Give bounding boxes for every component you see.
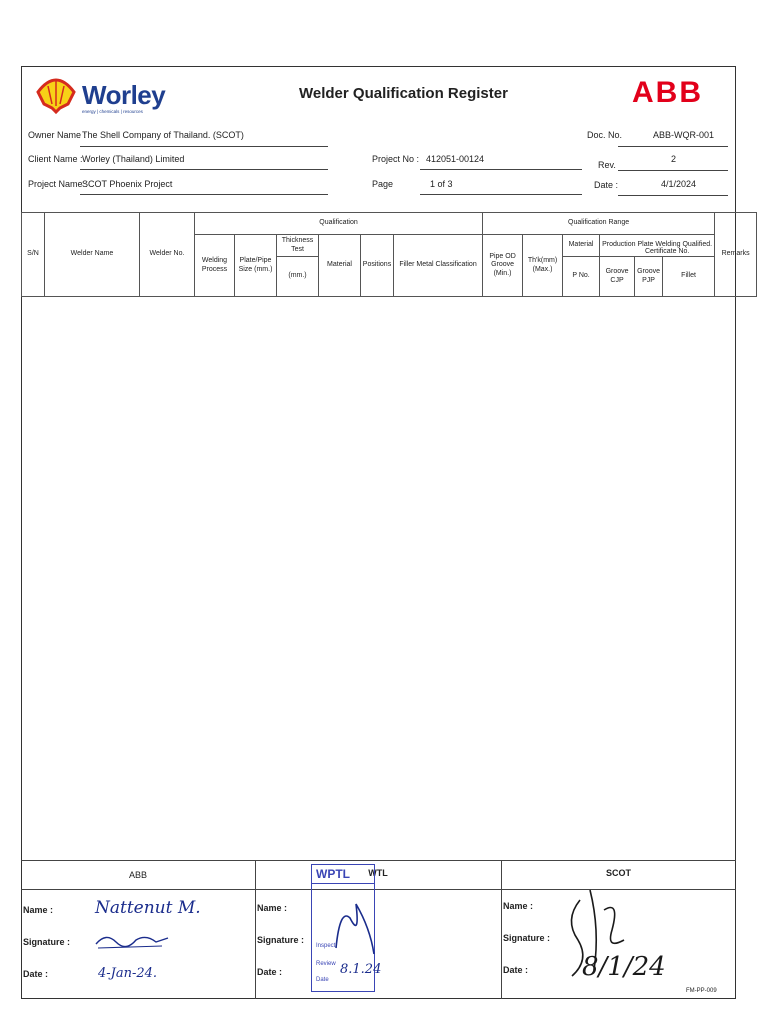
col-remarks: Remarks (715, 213, 757, 297)
wptl-stamp-title: WPTL (312, 865, 374, 884)
form-number: FM-PP-009 (686, 988, 717, 994)
date-value: 4/1/2024 (661, 179, 697, 189)
scot-signature-label: Signature : (503, 933, 551, 943)
col-sn: S/N (22, 213, 45, 297)
abb-signature (92, 928, 172, 957)
scot-name-label: Name : (503, 901, 534, 911)
wtl-signoff-header: WTL (368, 868, 388, 878)
col-welding-process: Welding Process (195, 235, 235, 297)
col-groove-cjp: Groove CJP (600, 257, 635, 297)
stamp-option-inspect: Inspect (316, 943, 336, 949)
page-title: Welder Qualification Register (299, 85, 508, 102)
worley-logo (82, 80, 165, 114)
worley-logo-text: Worley (82, 80, 166, 110)
col-material: Material (319, 235, 361, 297)
col-thk-max: Th'k(mm) (Max.) (523, 235, 563, 297)
abb-date-label: Date : (23, 969, 49, 979)
scot-date-label: Date : (503, 965, 529, 975)
abb-name-label: Name : (23, 905, 54, 915)
doc-no-value: ABB-WQR-001 (653, 130, 715, 140)
col-welder-no: Welder No. (140, 213, 195, 297)
col-filler: Filler Metal Classification (394, 235, 483, 297)
col-pno: P No. (563, 257, 600, 297)
owner-label: Owner Name : (28, 130, 87, 140)
wtl-name-label: Name : (257, 903, 288, 913)
col-thickness-unit: (mm.) (277, 257, 319, 297)
project-no-value: 412051-00124 (426, 154, 485, 164)
col-material-pno: Material (563, 235, 600, 257)
client-value: Worley (Thailand) Limited (82, 154, 185, 164)
worley-tagline: energy | chemicals | resources (82, 109, 143, 114)
col-plate-pipe: Plate/Pipe Size (mm.) (235, 235, 277, 297)
owner-value: The Shell Company of Thailand. (SCOT) (82, 130, 244, 140)
doc-no-label: Doc. No. (587, 130, 623, 140)
shell-logo (34, 72, 78, 116)
col-thickness: Thickness Test (277, 235, 319, 257)
col-production-plate: Production Plate Welding Qualified. (600, 235, 715, 257)
certificate-header: Certificate No. (645, 248, 690, 255)
rev-label: Rev. (598, 160, 616, 170)
client-label: Client Name : (28, 154, 83, 164)
page-value: 1 of 3 (430, 179, 453, 189)
rev-value: 2 (671, 154, 677, 164)
wtl-date-label: Date : (257, 967, 283, 977)
project-name-value: SCOT Phoenix Project (82, 179, 173, 189)
wtl-signature (330, 898, 380, 963)
abb-signoff-header: ABB (128, 870, 147, 880)
wtl-signature-label: Signature : (257, 935, 305, 945)
stamp-option-date: Date (316, 977, 329, 983)
abb-sign-date: 4-Jan-24. (98, 966, 158, 981)
project-name-label: Project Name : (28, 179, 88, 189)
col-pipe-od: Pipe OD Groove (Min.) (483, 235, 523, 297)
col-qualification: Qualification (195, 213, 483, 235)
col-fillet: Fillet (663, 257, 715, 297)
scot-sign-date: 8/1/24 (582, 952, 666, 982)
abb-signer-name: Nattenut M. (95, 898, 201, 918)
scot-signoff-header: SCOT (605, 868, 631, 878)
page-label: Page (372, 179, 394, 189)
col-welder-name: Welder Name (45, 213, 140, 297)
col-qual-range: Qualification Range (483, 213, 715, 235)
col-groove-pjp: Groove PJP (635, 257, 663, 297)
date-label: Date : (594, 180, 619, 190)
abb-signature-label: Signature : (23, 937, 71, 947)
wtl-sign-date: 8.1.24 (340, 962, 382, 977)
abb-logo: ABB (632, 76, 703, 109)
stamp-option-review: Review (316, 961, 336, 967)
project-no-label: Project No : (372, 154, 420, 164)
col-positions: Positions (361, 235, 394, 297)
